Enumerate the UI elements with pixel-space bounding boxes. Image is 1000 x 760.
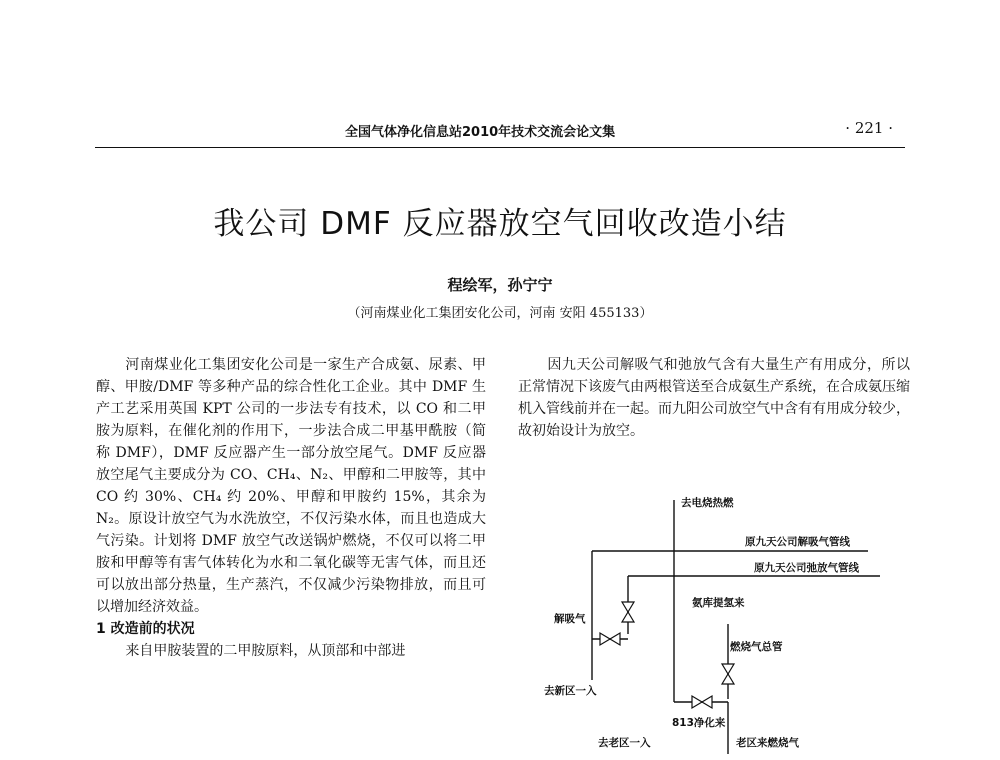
right-column	[518, 354, 910, 442]
valve-join-horizontal	[600, 633, 620, 645]
label-desorption-gas: 解吸气	[554, 613, 586, 625]
label-purge-line: 原九天公司弛放气管线	[754, 562, 859, 574]
running-head	[95, 117, 905, 148]
label-desorption-line: 原九天公司解吸气管线	[745, 536, 850, 548]
process-flow-diagram	[540, 494, 910, 760]
journal-name: 全国气体净化信息站2010年技术交流会论文集	[345, 125, 616, 140]
label-purification-813: 813净化来	[672, 717, 726, 729]
section-heading-1: 1 改造前的状况	[96, 621, 195, 637]
page-number: · 221 ·	[845, 119, 893, 137]
label-old-area-fuel-gas: 老区来燃烧气	[736, 737, 799, 749]
right-paragraph: 因九天公司解吸气和弛放气含有大量生产有用成分，所以正常情况下该废气由两根管送至合成氨生产系统，在合成氨压缩机入管线前并在一起。而九阳公司放空气中含有有用成分较少，故初始设计为放空。	[518, 357, 910, 439]
valve-bottom	[692, 696, 712, 708]
left-column	[96, 354, 486, 662]
label-ammonia-storage: 氨库提氢来	[692, 597, 745, 609]
author-affiliation: （河南煤业化工集团安化公司，河南 安阳 455133）	[347, 306, 653, 321]
label-to-new-area-1: 去新区一入	[544, 685, 597, 697]
label-fuel-gas-main: 燃烧气总管	[730, 641, 783, 653]
section-1-paragraph: 来自甲胺装置的二甲胺原料，从顶部和中部进	[125, 643, 406, 659]
label-to-old-area-1: 去老区一入	[598, 737, 651, 749]
valve-purge-vertical	[622, 602, 634, 622]
label-to-electric-boiler: 去电烧热燃	[681, 497, 734, 509]
article-authors: 程绘军，孙宁宁	[447, 276, 553, 294]
intro-paragraph: 河南煤业化工集团安化公司是一家生产合成氨、尿素、甲醇、甲胺/DMF 等多种产品的综合性化工企业。其中 DMF 生产工艺采用英国 KPT 公司的一步法专有技术，以 CO 和二甲胺为原料，在催化剂的作用下，一步法合成二甲基甲酰胺（简称 DMF），DMF 反应器产生一部分放空尾气。DMF 反应器放空尾气主要成分为 CO、CH₄、N₂、甲醇和二甲胺等，其中 CO 约 30%、CH₄ 约 20%、甲醇和甲胺约 15%，其余为 N₂。原设计放空气为水洗放空，不仅污染水体，而且也造成大气污染。计划将 DMF 放空气改送锅炉燃烧，不仅可以将二甲胺和甲醇等有害气体转化为水和二氧化碳等无害气体，而且还可以放出部分热量，生产蒸汽，不仅减少污染物排放，而且可以增加经济效益。	[96, 357, 486, 615]
article-title: 我公司 DMF 反应器放空气回收改造小结	[213, 206, 787, 242]
valve-ammonia	[722, 664, 734, 684]
